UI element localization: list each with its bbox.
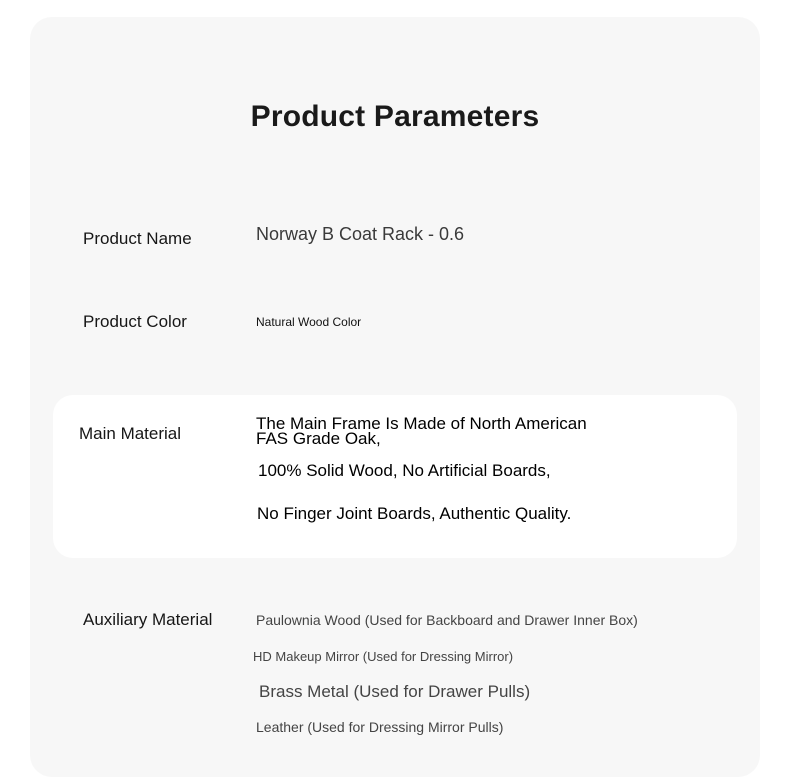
main-material-line-2: FAS Grade Oak, bbox=[256, 429, 381, 448]
auxiliary-item-3: Brass Metal (Used for Drawer Pulls) bbox=[259, 682, 531, 701]
main-material-line-4: No Finger Joint Boards, Authentic Quality. bbox=[257, 504, 572, 523]
auxiliary-item-2: HD Makeup Mirror (Used for Dressing Mirror) bbox=[253, 649, 514, 664]
product-color-label: Product Color bbox=[83, 312, 187, 331]
main-material-label: Main Material bbox=[79, 424, 182, 443]
auxiliary-item-1: Paulownia Wood (Used for Backboard and Drawer Inner Box) bbox=[256, 612, 638, 628]
main-material-line-1: The Main Frame Is Made of North American bbox=[256, 414, 587, 433]
page-title: Product Parameters bbox=[250, 100, 540, 133]
auxiliary-item-4: Leather (Used for Dressing Mirror Pulls) bbox=[256, 719, 504, 735]
auxiliary-material-label: Auxiliary Material bbox=[83, 610, 213, 629]
product-name-label: Product Name bbox=[83, 229, 192, 248]
product-name-value: Norway B Coat Rack - 0.6 bbox=[256, 224, 465, 244]
product-color-value: Natural Wood Color bbox=[256, 315, 362, 329]
main-material-line-3: 100% Solid Wood, No Artificial Boards, bbox=[258, 461, 551, 480]
